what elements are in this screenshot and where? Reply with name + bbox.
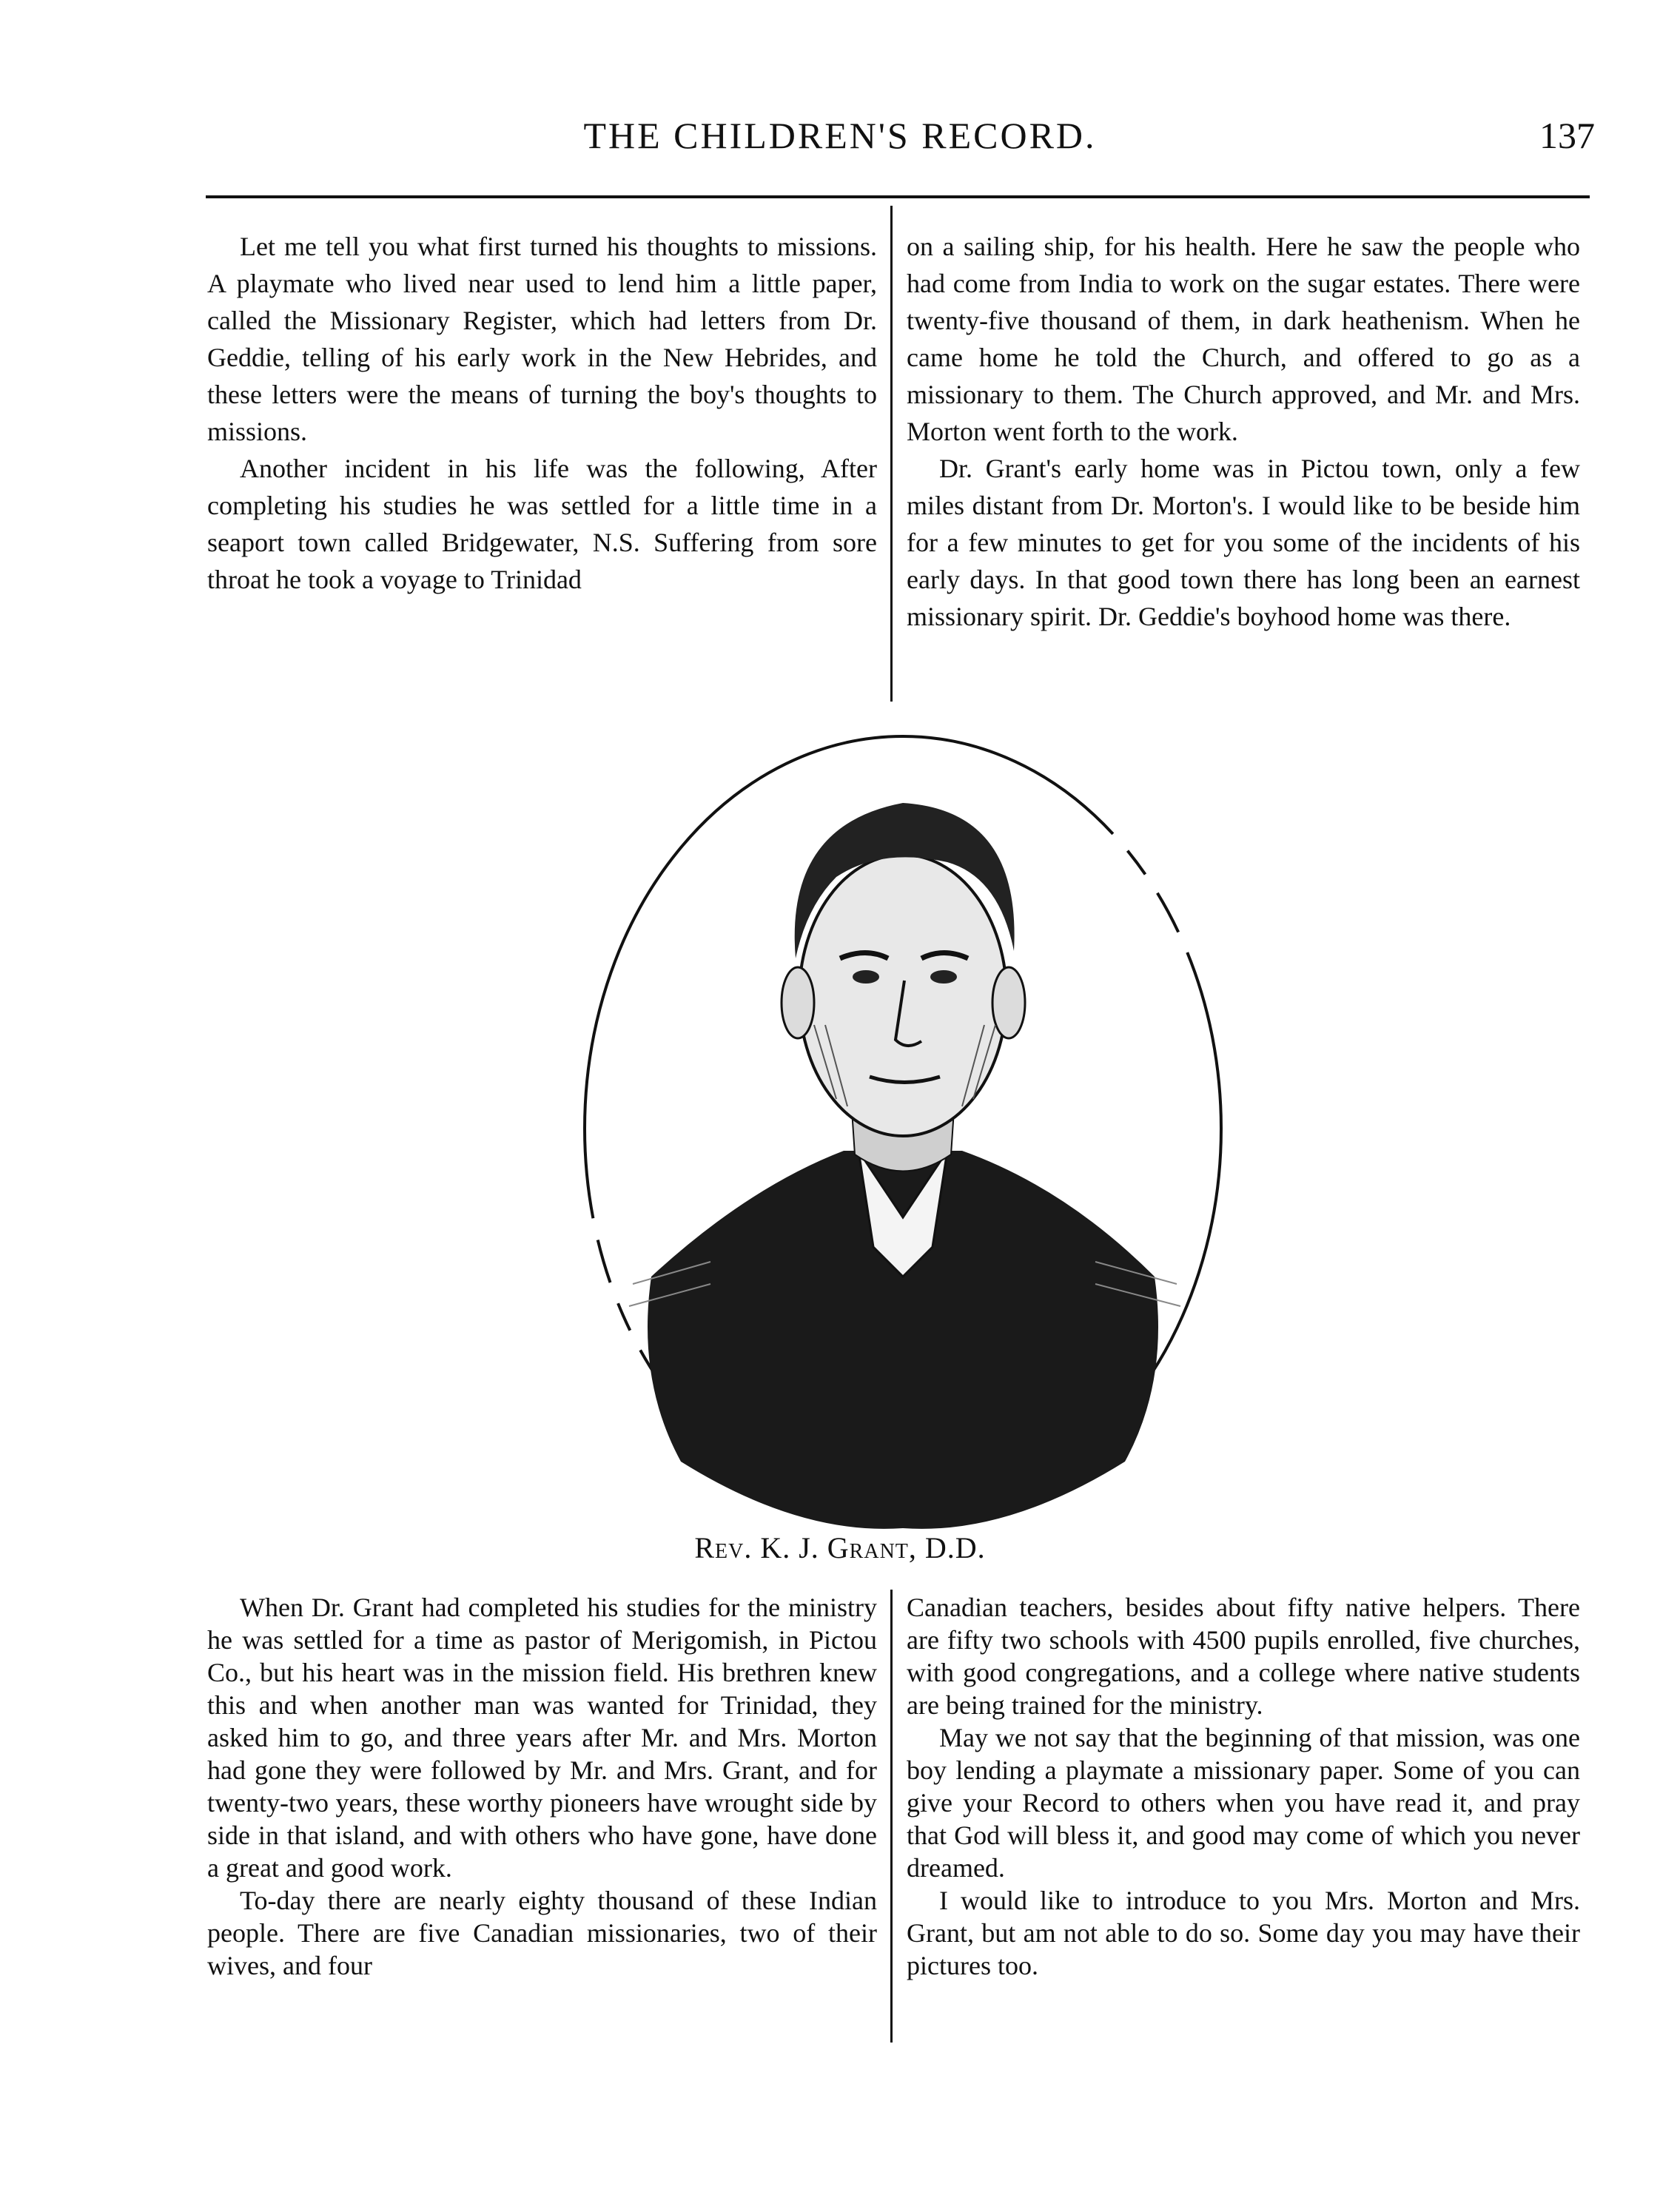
article-column-1 <box>207 228 877 598</box>
paragraph: Dr. Grant's early home was in Pictou town, only a few miles distant from Dr. Morton's. I would like to be beside him for a few minutes to get for you some of the incidents of his early days. In that good town there has long been an earnest missionary spirit. Dr. Geddie's boyhood home was there. <box>907 454 1580 631</box>
paragraph: I would like to introduce to you Mrs. Morton and Mrs. Grant, but am not able to do so. Some day you may have their pictures too. <box>907 1886 1580 1980</box>
page-number: 137 <box>1539 115 1595 156</box>
portrait-engraving <box>562 714 1243 1550</box>
column-divider <box>890 1590 893 2043</box>
article-column-2 <box>907 228 1580 635</box>
paragraph: Another incident in his life was the following, After completing his studies he was settled for a little time in a seaport town called Bridgewater, N.S. Suffering from sore throat he took a voyage to Trinidad <box>207 454 877 594</box>
page-header-title: THE CHILDREN'S RECORD. <box>583 115 1097 156</box>
article-column-3 <box>207 1591 877 1982</box>
paragraph: When Dr. Grant had completed his studies for the ministry he was settled for a time as pastor of Merigomish, in Pictou Co., but his heart was in the mission field. His brethren knew this and when another man was wanted for Trinidad, they asked him to go, and three years after Mr. and Mrs. Morton had gone they were followed by Mr. and Mrs. Grant, and for twenty-two years, these worthy pioneers have wrought side by side in that island, and with others who have gone, have done a great and good work. <box>207 1593 877 1883</box>
paragraph: Let me tell you what first turned his thoughts to missions. A playmate who lived near used to lend him a little paper, called the Missionary Register, which had letters from Dr. Geddie, telling of his early work in the New Hebrides, and these letters were the means of turning the boy's thoughts to missions. <box>207 232 877 446</box>
paragraph: May we not say that the beginning of that mission, was one boy lending a playmate a missionary paper. Some of you can give your Record to others when you have read it, and pray that God will bless it, and good may come of which you never dreamed. <box>907 1723 1580 1883</box>
paragraph: on a sailing ship, for his health. Here he saw the people who had come from India to work on the sugar estates. There were twenty-five thousand of them, in dark heathenism. When he came home he told the Church, and offered to go as a missionary to them. The Church approved, and Mr. and Mrs. Morton went forth to the work. <box>907 232 1580 446</box>
paragraph: Canadian teachers, besides about fifty native helpers. There are fifty two schools with 4500 pupils enrolled, five churches, with good congregations, and a college where native students are being trained for the ministry. <box>907 1593 1580 1720</box>
caption-text: Rev. K. J. Grant, D.D. <box>694 1531 986 1564</box>
paragraph: To-day there are nearly eighty thousand of these Indian people. There are five Canadian missionaries, two of their wives, and four <box>207 1886 877 1980</box>
portrait-caption <box>0 1530 1680 1565</box>
header-rule <box>206 195 1590 198</box>
column-divider <box>890 206 893 702</box>
article-column-4 <box>907 1591 1580 1982</box>
